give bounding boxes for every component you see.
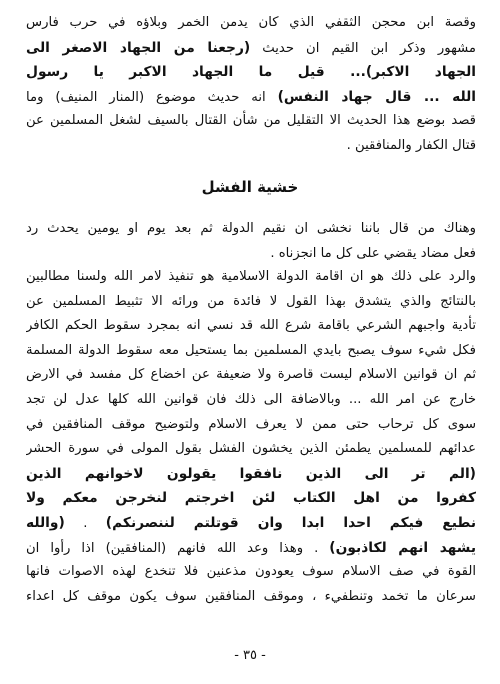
text-line — [26, 512, 476, 534]
emphasized-text: (والله — [26, 515, 65, 531]
text-line — [26, 291, 476, 313]
text-line — [26, 243, 476, 265]
line-text: سوى كل ترحاب حتى ممن لا يعرف الاسلام ولتوضيح موقف المنافقين في — [26, 416, 476, 432]
text-line — [26, 61, 476, 83]
text-line — [26, 340, 476, 362]
text-line — [26, 266, 476, 288]
emphasized-text: نطيع فيكم احدا ابدا وان قوتلتم لننصرنكم) — [105, 515, 476, 531]
text-line — [26, 586, 476, 608]
line-text: تأدية واجبهم الشرعي باقامة شرع الله قد نسي انه بمجرد سقوط الحكم الكافر — [26, 318, 476, 334]
page-number: - ٣٥ - — [234, 648, 266, 663]
line-text: انه حديث موضوع (المنار المنيف) وما — [26, 89, 278, 105]
text-line — [26, 218, 476, 240]
line-text: خارج عن امر الله ... وبالاضافة الى ذلك فان قوانين الله كلها عدل لن تجد — [26, 392, 476, 407]
line-text: . وهذا وعد الله فانهم (المنافقين) اذا رأوا ان — [26, 540, 330, 556]
text-line — [26, 463, 476, 485]
line-text: والرد على ذلك هو ان اقامة الدولة الاسلامية هو تنفيذ لامر الله ولسنا مطالبين — [26, 269, 476, 284]
text-line — [26, 12, 476, 34]
text-line — [26, 315, 476, 337]
line-text: قصد بوضع هذا الحديث الا التقليل من شأن القتال بالسيف لشغل المسلمين عن — [26, 113, 476, 128]
text-line — [26, 37, 476, 59]
text-line — [26, 561, 476, 583]
text-line — [26, 86, 476, 108]
emphasized-text: يشهد انهم لكاذبون) — [329, 539, 476, 556]
text-line — [26, 487, 476, 509]
line-text: وقصة ابن محجن الثقفي الذي كان يدمن الخمر وبلاؤه في حرب فارس — [26, 15, 476, 30]
text-line — [26, 537, 476, 559]
emphasized-text: الله ... قال جهاد النفس) — [277, 88, 476, 105]
emphasized-text: (الم تر الى الذين نافقوا يقولون لاخوانهم الذين — [26, 465, 476, 482]
line-text: القوة في صف الاسلام سوف يعودون مذعنين فلا تنخدع لهذه الاصوات فانها — [26, 564, 476, 580]
text-line — [26, 135, 476, 157]
line-text: ثم ان قوانين الاسلام ليست قاصرة ولا ضعيفة عن اخضاع كل مفسد في الارض — [26, 367, 476, 383]
emphasized-text: (رجعنا من الجهاد الاصغر الى — [26, 39, 251, 56]
line-text: فكل شيء سوف يصبح بايدي المسلمين بما يستحيل معه سقوط الدولة المسلمة — [26, 342, 476, 358]
line-text: سرعان ما تخمد وتنطفيء ، وموقف المنافقين سوف يكون موقف كل اعداء — [26, 588, 476, 604]
line-text: فعل مضاد يقضي على كل ما انجزناه . — [270, 245, 476, 261]
line-text: بالنتائج والذي يتشدق بهذا القول لا فائدة من ورائه الا تثبيط المسلمين عن — [26, 293, 476, 309]
line-text: عدائهم للمسلمين يطمئن الذين يخشون الفشل بقول المولى في سورة الحشر — [26, 441, 476, 457]
text-line — [26, 414, 476, 436]
line-text: وهناك من قال باننا نخشى ان نقيم الدولة ثم بعد يوم او يومين يحدث رد — [26, 221, 476, 236]
text-line — [26, 110, 476, 132]
emphasized-text: كفروا من اهل الكتاب لئن اخرجتم لنخرجن معكم ولا — [26, 490, 476, 507]
line-text: قتال الكفار والمنافقين . — [346, 137, 476, 153]
emphasized-text: الجهاد الاكبر)... قيل ما الجهاد الاكبر يا رسول — [26, 64, 476, 80]
line-text: مشهور وذكر ابن القيم ان حديث — [250, 40, 476, 56]
line-text: . — [64, 516, 106, 531]
text-line — [26, 438, 476, 460]
section-heading: خشية الفشل — [201, 178, 299, 196]
text-line — [26, 389, 476, 411]
text-line — [26, 364, 476, 386]
